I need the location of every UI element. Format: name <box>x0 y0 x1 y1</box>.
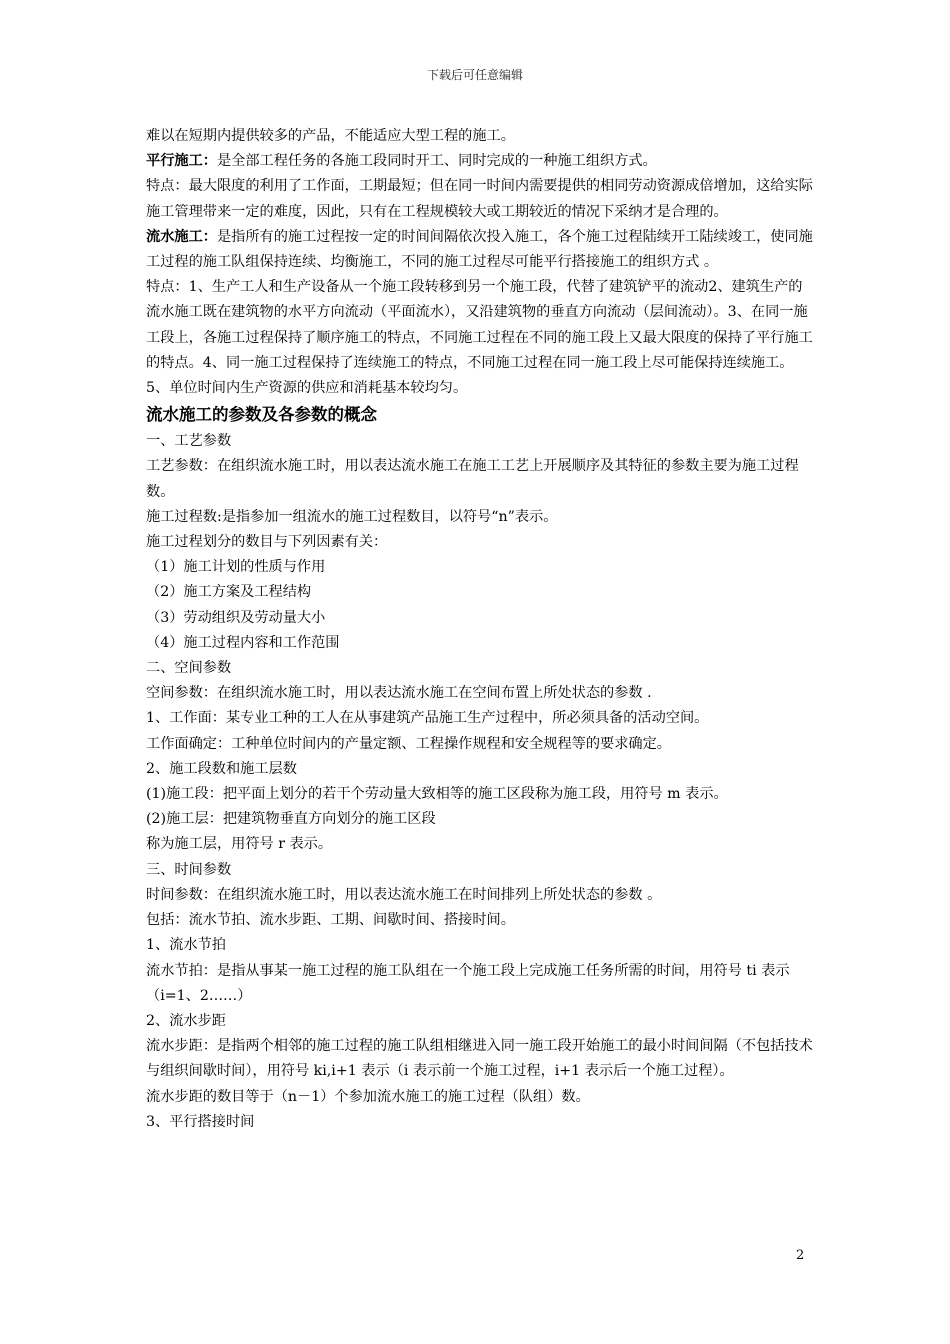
list-item: （2）施工方案及工程结构 <box>146 584 312 601</box>
subsection-title: 二、空间参数 <box>146 660 232 677</box>
paragraph: 工艺参数：在组织流水施工时，用以表达流水施工在施工工艺上开展顺序及其特征的参数主要为施工过程数。 <box>146 458 799 500</box>
paragraph: 特点：1、生产工人和生产设备从一个施工段转移到另一个施工段，代替了建筑铲平的流动2、建筑生产的流水施工既在建筑物的水平方向流动（平面流水），又沿建筑物的垂直方向流动（层间流动）。3、在同一施工段上，各施工过程保持了顺序施工的特点，不同施工过程在不同的施工段上又最大限度的保持了平行施工的特点。4、同一施工过程保持了连续施工的特点，不同施工过程在同一施工段上尽可能保持连续施工。5、单位时间内生产资源的供应和消耗基本较均匀。 <box>146 279 813 397</box>
paragraph: 3、平行搭接时间 <box>146 1113 255 1130</box>
paragraph-flow-construction <box>146 225 816 275</box>
subsection-title: 三、时间参数 <box>146 861 232 878</box>
document-body <box>146 124 816 1135</box>
paragraph: 流水节拍：是指从事某一施工过程的施工队组在一个施工段上完成施工任务所需的时间，用符号 ti 表示（i=1、2……） <box>146 962 790 1004</box>
paragraph: 1、流水节拍 <box>146 937 226 954</box>
paragraph: 难以在短期内提供较多的产品，不能适应大型工程的施工。 <box>146 128 515 144</box>
term-definition: 是指所有的施工过程按一定的时间间隔依次投入施工，各个施工过程陆续开工陆续竣工，使同施工过程的施工队组保持连续、均衡施工，不同的施工过程尽可能平行搭接施工的组织方式 。 <box>146 228 813 271</box>
term-label: 平行施工： <box>146 153 217 170</box>
list-item: （1）施工计划的性质与作用 <box>146 559 326 576</box>
paragraph: 流水步距的数目等于（n－1）个参加流水施工的施工过程（队组）数。 <box>146 1088 590 1105</box>
paragraph: 称为施工层，用符号 r 表示。 <box>146 836 333 853</box>
paragraph-parallel-construction <box>146 149 816 174</box>
paragraph: 工作面确定：工种单位时间内的产量定额、工程操作规程和安全规程等的要求确定。 <box>146 735 671 752</box>
page-header: 下载后可任意编辑 <box>426 68 523 82</box>
section-heading: 流水施工的参数及各参数的概念 <box>146 405 377 425</box>
subsection-title: 一、工艺参数 <box>146 433 232 450</box>
paragraph: 特点：最大限度的利用了工作面，工期最短；但在同一时间内需要提供的相同劳动资源成倍增加，这给实际施工管理带来一定的难度，因此，只有在工程规模较大或工期较近的情况下采纳才是合理的。 <box>146 178 813 220</box>
list-item: （4）施工过程内容和工作范围 <box>146 634 340 651</box>
paragraph: 1、工作面：某专业工种的工人在从事建筑产品施工生产过程中，所必须具备的活动空间。 <box>146 710 709 727</box>
paragraph: (2)施工层：把建筑物垂直方向划分的施工区段 <box>146 811 436 828</box>
term-label: 流水施工： <box>146 228 217 245</box>
paragraph: (1)施工段：把平面上划分的若干个劳动量大致相等的施工区段称为施工段，用符号 m 表示。 <box>146 786 728 803</box>
list-item: （3）劳动组织及劳动量大小 <box>146 609 326 626</box>
paragraph: 2、流水步距 <box>146 1012 226 1029</box>
paragraph: 施工过程划分的数目与下列因素有关： <box>146 534 388 551</box>
term-definition: 是全部工程任务的各施工段同时开工、同时完成的一种施工组织方式。 <box>216 153 657 170</box>
paragraph: 流水步距：是指两个相邻的施工过程的施工队组相继进入同一施工段开始施工的最小时间间隔（不包括技术与组织间歇时间），用符号 ki,i+1 表示（i 表示前一个施工过程，i+1 表示后一个施工过程）。 <box>146 1038 813 1080</box>
page-number: 2 <box>796 1248 805 1263</box>
paragraph: 施工过程数:是指参加一组流水的施工过程数目，以符号“n”表示。 <box>146 508 558 525</box>
paragraph: 包括：流水节拍、流水步距、工期、间歇时间、搭接时间。 <box>146 912 515 929</box>
paragraph: 空间参数：在组织流水施工时，用以表达流水施工在空间布置上所处状态的参数 . <box>146 685 652 702</box>
paragraph: 时间参数：在组织流水施工时，用以表达流水施工在时间排列上所处状态的参数 。 <box>146 886 662 903</box>
paragraph: 2、施工段数和施工层数 <box>146 760 297 777</box>
